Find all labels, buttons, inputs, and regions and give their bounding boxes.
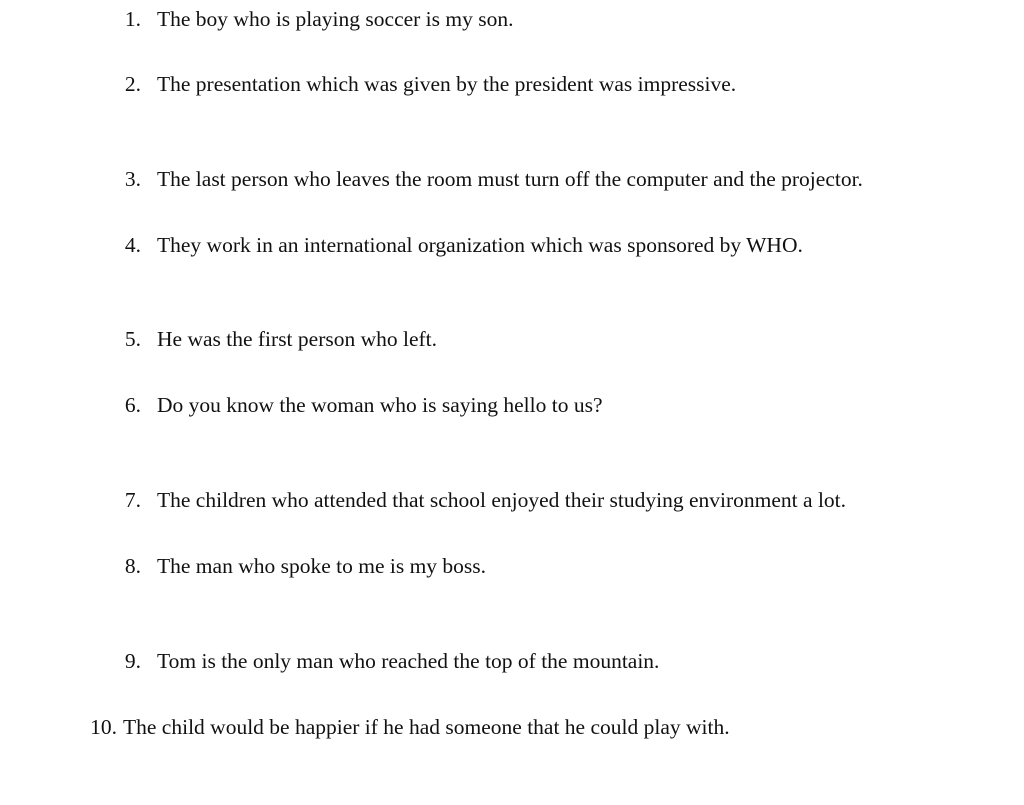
list-item [0, 4, 1000, 34]
item-text: The child would be happier if he had someone that he could play with. [123, 715, 730, 739]
item-text: He was the first person who left. [157, 327, 438, 351]
item-number: 8. [124, 554, 141, 578]
item-text: The boy who is playing soccer is my son. [157, 7, 514, 31]
item-number: 6. [124, 393, 141, 417]
list-item [0, 551, 1000, 581]
item-number: 3. [124, 167, 141, 191]
item-number: 7. [124, 488, 141, 512]
list-item [0, 485, 1000, 515]
item-number: 10. [90, 715, 117, 739]
list-item [0, 390, 1000, 420]
list-item [0, 646, 1000, 676]
item-text: Do you know the woman who is saying hello to us? [157, 393, 603, 417]
item-text: The children who attended that school enjoyed their studying environment a lot. [157, 488, 847, 512]
item-number: 1. [124, 7, 141, 31]
item-text: The last person who leaves the room must turn off the computer and the projector. [157, 167, 863, 191]
item-text: Tom is the only man who reached the top of the mountain. [157, 649, 660, 673]
item-number: 2. [124, 72, 141, 96]
item-text: They work in an international organization which was sponsored by WHO. [157, 233, 803, 257]
item-number: 5. [124, 327, 141, 351]
item-text: The presentation which was given by the president was impressive. [157, 72, 737, 96]
list-item [0, 712, 1000, 742]
item-text: The man who spoke to me is my boss. [157, 554, 487, 578]
list-item [0, 230, 1000, 260]
item-number: 9. [124, 649, 141, 673]
item-number: 4. [124, 233, 141, 257]
list-item [0, 69, 1000, 99]
list-item [0, 164, 1000, 194]
list-item [0, 324, 1000, 354]
